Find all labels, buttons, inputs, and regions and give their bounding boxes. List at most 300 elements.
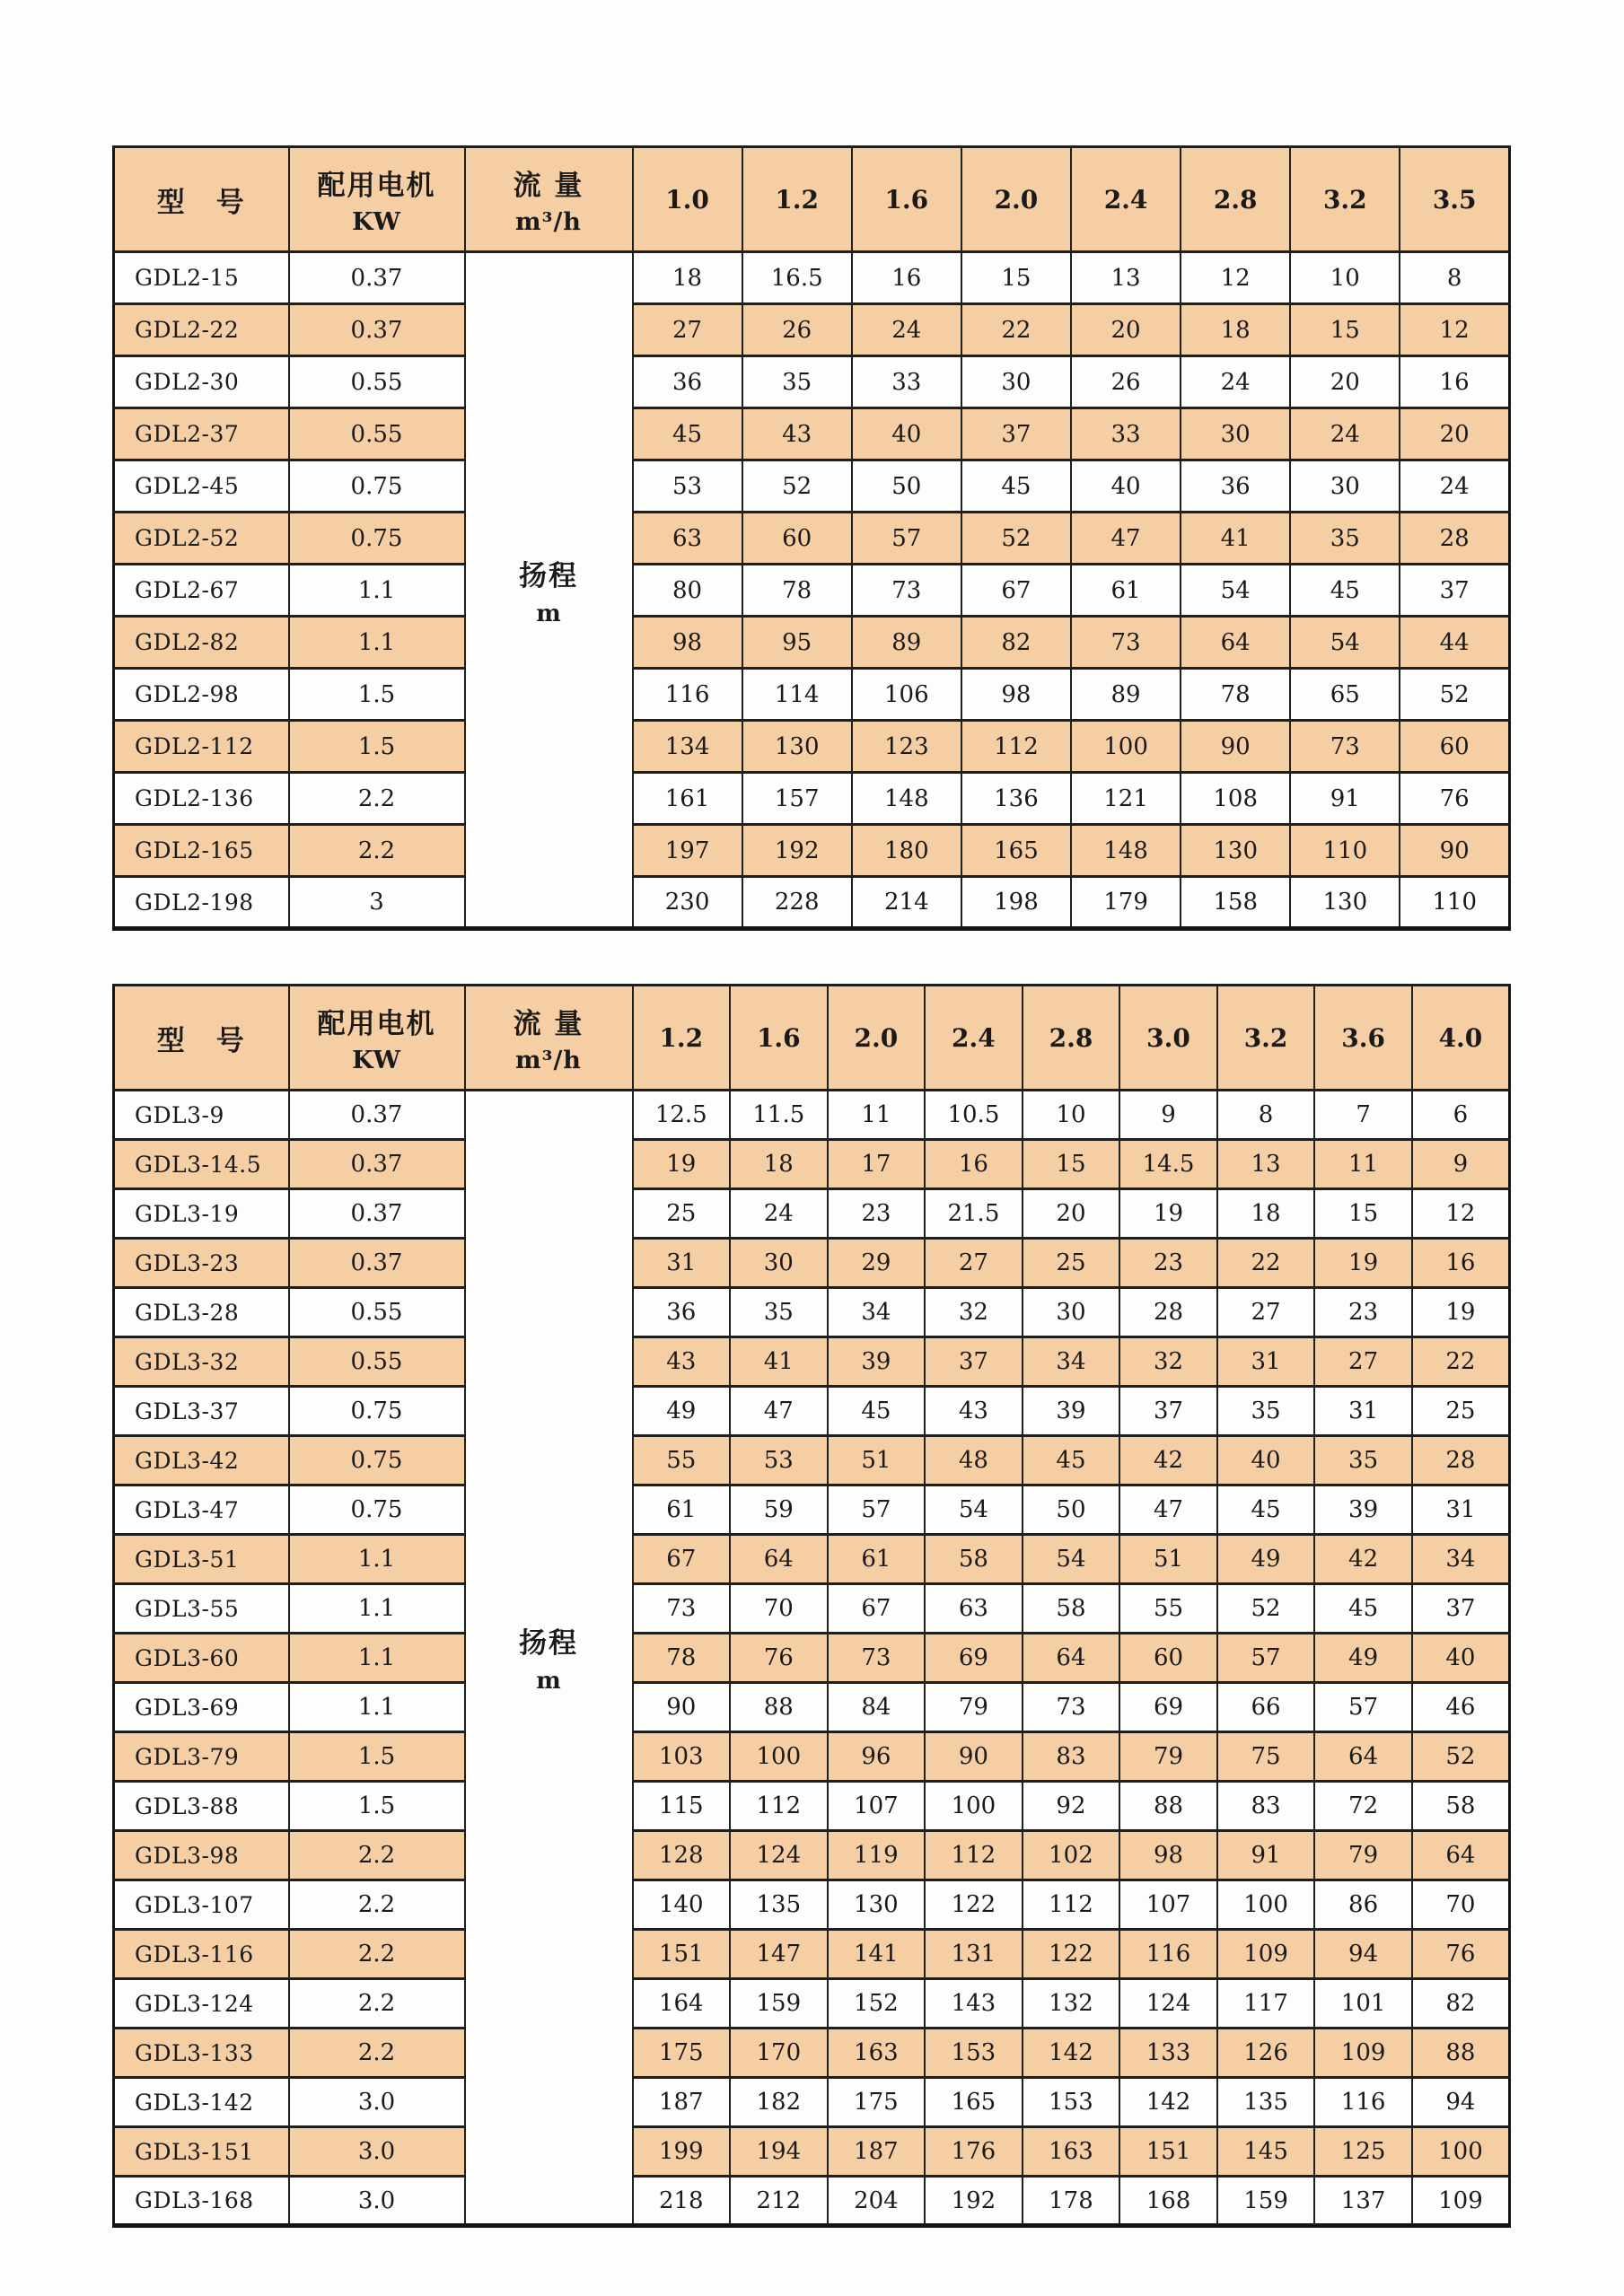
head-value-cell: 135 [1217, 2078, 1315, 2127]
head-value-cell: 159 [730, 1979, 828, 2029]
head-value-cell: 75 [1217, 1732, 1315, 1782]
model-cell: GDL3-42 [114, 1436, 289, 1485]
head-value-cell: 124 [1119, 1979, 1217, 2029]
head-value-cell: 91 [1217, 1831, 1315, 1880]
head-value-cell: 90 [633, 1683, 731, 1732]
flow-header-line1: 流 量 [513, 1008, 584, 1040]
head-value-cell: 100 [925, 1782, 1023, 1831]
head-value-cell: 116 [1119, 1930, 1217, 1979]
head-value-cell: 30 [730, 1239, 828, 1288]
model-cell: GDL2-98 [114, 669, 289, 721]
head-value-cell: 20 [1400, 408, 1509, 460]
head-value-cell: 148 [1071, 825, 1181, 877]
motor-power-column-header [289, 147, 465, 252]
head-value-cell: 20 [1290, 356, 1400, 408]
head-value-cell: 112 [961, 721, 1071, 773]
head-value-cell: 54 [1181, 565, 1290, 617]
model-cell: GDL2-165 [114, 825, 289, 877]
head-value-cell: 51 [1119, 1535, 1217, 1584]
model-cell: GDL3-19 [114, 1189, 289, 1239]
head-value-cell: 8 [1400, 252, 1509, 304]
head-value-cell: 59 [730, 1485, 828, 1535]
table-row [114, 1634, 1510, 1683]
model-cell: GDL3-60 [114, 1634, 289, 1683]
head-value-cell: 12 [1412, 1189, 1510, 1239]
head-value-cell: 46 [1412, 1683, 1510, 1732]
flow-value-header: 2.0 [961, 147, 1071, 252]
head-value-cell: 147 [730, 1930, 828, 1979]
table-row [114, 1189, 1510, 1239]
head-value-cell: 121 [1071, 773, 1181, 825]
head-value-cell: 212 [730, 2177, 828, 2226]
model-cell: GDL3-98 [114, 1831, 289, 1880]
head-value-cell: 76 [1412, 1930, 1510, 1979]
head-value-cell: 143 [925, 1979, 1023, 2029]
head-value-cell: 230 [633, 877, 742, 929]
flow-header-unit: m³/h [515, 208, 582, 236]
head-value-cell: 28 [1119, 1288, 1217, 1337]
head-label-cell [465, 252, 633, 929]
head-value-cell: 125 [1314, 2127, 1412, 2177]
model-cell: GDL3-69 [114, 1683, 289, 1732]
head-value-cell: 107 [1119, 1880, 1217, 1930]
model-cell: GDL3-37 [114, 1387, 289, 1436]
head-value-cell: 47 [1119, 1485, 1217, 1535]
head-value-cell: 31 [1412, 1485, 1510, 1535]
head-value-cell: 96 [828, 1732, 926, 1782]
head-value-cell: 163 [1023, 2127, 1120, 2177]
head-value-cell: 84 [828, 1683, 926, 1732]
model-cell: GDL2-37 [114, 408, 289, 460]
head-value-cell: 116 [633, 669, 742, 721]
head-value-cell: 49 [1314, 1634, 1412, 1683]
motor-power-cell: 1.5 [289, 721, 465, 773]
head-value-cell: 110 [1400, 877, 1509, 929]
motor-header-line1: 配用电机 [317, 170, 436, 202]
head-value-cell: 16 [925, 1140, 1023, 1189]
flow-value-header: 1.6 [852, 147, 961, 252]
head-value-cell: 130 [742, 721, 852, 773]
model-cell: GDL2-30 [114, 356, 289, 408]
model-cell: GDL2-22 [114, 304, 289, 356]
flow-rate-column-header [465, 986, 633, 1091]
head-value-cell: 47 [730, 1387, 828, 1436]
head-value-cell: 79 [925, 1683, 1023, 1732]
head-value-cell: 31 [633, 1239, 731, 1288]
table-row [114, 617, 1510, 669]
head-value-cell: 64 [1314, 1732, 1412, 1782]
head-value-cell: 9 [1119, 1091, 1217, 1140]
table-row [114, 408, 1510, 460]
head-value-cell: 198 [961, 877, 1071, 929]
table-row [114, 773, 1510, 825]
head-value-cell: 34 [1023, 1337, 1120, 1387]
head-value-cell: 57 [828, 1485, 926, 1535]
head-value-cell: 133 [1119, 2029, 1217, 2078]
head-value-cell: 25 [1023, 1239, 1120, 1288]
head-value-cell: 58 [1023, 1584, 1120, 1634]
head-value-cell: 10 [1290, 252, 1400, 304]
head-value-cell: 15 [1023, 1140, 1120, 1189]
head-value-cell: 63 [633, 513, 742, 565]
head-value-cell: 24 [730, 1189, 828, 1239]
head-value-cell: 64 [1023, 1634, 1120, 1683]
head-value-cell: 58 [925, 1535, 1023, 1584]
head-value-cell: 49 [633, 1387, 731, 1436]
head-value-cell: 15 [1314, 1189, 1412, 1239]
head-value-cell: 151 [1119, 2127, 1217, 2177]
head-value-cell: 197 [633, 825, 742, 877]
head-value-cell: 112 [730, 1782, 828, 1831]
head-value-cell: 100 [1071, 721, 1181, 773]
head-value-cell: 35 [1217, 1387, 1315, 1436]
head-value-cell: 70 [1412, 1880, 1510, 1930]
head-value-cell: 24 [852, 304, 961, 356]
head-value-cell: 31 [1217, 1337, 1315, 1387]
head-value-cell: 26 [742, 304, 852, 356]
head-value-cell: 112 [925, 1831, 1023, 1880]
head-value-cell: 12.5 [633, 1091, 731, 1140]
head-value-cell: 90 [1181, 721, 1290, 773]
head-value-cell: 65 [1290, 669, 1400, 721]
head-value-cell: 61 [633, 1485, 731, 1535]
table-row [114, 721, 1510, 773]
table-row [114, 1979, 1510, 2029]
head-value-cell: 76 [730, 1634, 828, 1683]
head-value-cell: 90 [925, 1732, 1023, 1782]
head-value-cell: 175 [828, 2078, 926, 2127]
head-value-cell: 137 [1314, 2177, 1412, 2226]
motor-power-cell: 2.2 [289, 773, 465, 825]
head-value-cell: 20 [1071, 304, 1181, 356]
head-value-cell: 45 [961, 460, 1071, 513]
model-cell: GDL3-9 [114, 1091, 289, 1140]
model-cell: GDL3-168 [114, 2177, 289, 2226]
head-value-cell: 37 [1119, 1387, 1217, 1436]
head-value-cell: 89 [852, 617, 961, 669]
head-value-cell: 107 [828, 1782, 926, 1831]
table-row [114, 1091, 1510, 1140]
head-value-cell: 115 [633, 1782, 731, 1831]
model-cell: GDL2-198 [114, 877, 289, 929]
head-value-cell: 54 [1023, 1535, 1120, 1584]
head-value-cell: 52 [742, 460, 852, 513]
motor-power-cell: 3.0 [289, 2078, 465, 2127]
motor-header-line1: 配用电机 [317, 1008, 436, 1040]
head-value-cell: 11 [1314, 1140, 1412, 1189]
head-value-cell: 76 [1400, 773, 1509, 825]
flow-rate-column-header [465, 147, 633, 252]
head-value-cell: 30 [1290, 460, 1400, 513]
head-value-cell: 192 [742, 825, 852, 877]
motor-power-cell: 2.2 [289, 1930, 465, 1979]
head-value-cell: 214 [852, 877, 961, 929]
head-value-cell: 130 [1290, 877, 1400, 929]
head-value-cell: 39 [1023, 1387, 1120, 1436]
head-value-cell: 35 [1314, 1436, 1412, 1485]
head-value-cell: 82 [961, 617, 1071, 669]
head-value-cell: 12 [1400, 304, 1509, 356]
flow-value-header: 1.6 [730, 986, 828, 1091]
table-row [114, 1880, 1510, 1930]
head-value-cell: 19 [1314, 1239, 1412, 1288]
head-value-cell: 109 [1412, 2177, 1510, 2226]
table-row [114, 1288, 1510, 1337]
head-value-cell: 157 [742, 773, 852, 825]
table-row [114, 565, 1510, 617]
head-value-cell: 52 [1412, 1732, 1510, 1782]
head-value-cell: 52 [961, 513, 1071, 565]
head-value-cell: 60 [742, 513, 852, 565]
table-row [114, 1831, 1510, 1880]
head-value-cell: 40 [1217, 1436, 1315, 1485]
head-value-cell: 103 [633, 1732, 731, 1782]
head-value-cell: 124 [730, 1831, 828, 1880]
table-row [114, 2177, 1510, 2226]
head-value-cell: 32 [1119, 1337, 1217, 1387]
model-cell: GDL2-52 [114, 513, 289, 565]
head-value-cell: 88 [730, 1683, 828, 1732]
head-value-cell: 119 [828, 1831, 926, 1880]
head-value-cell: 48 [925, 1436, 1023, 1485]
motor-power-cell: 0.37 [289, 1091, 465, 1140]
head-value-cell: 60 [1400, 721, 1509, 773]
head-value-cell: 25 [633, 1189, 731, 1239]
table-row [114, 1732, 1510, 1782]
motor-header-unit: KW [352, 1047, 401, 1074]
head-value-cell: 45 [1023, 1436, 1120, 1485]
head-value-cell: 30 [1023, 1288, 1120, 1337]
head-value-cell: 122 [1023, 1930, 1120, 1979]
head-value-cell: 78 [742, 565, 852, 617]
model-cell: GDL3-14.5 [114, 1140, 289, 1189]
head-value-cell: 94 [1314, 1930, 1412, 1979]
head-value-cell: 33 [1071, 408, 1181, 460]
motor-power-cell: 0.37 [289, 1189, 465, 1239]
head-value-cell: 23 [1314, 1288, 1412, 1337]
head-value-cell: 58 [1412, 1782, 1510, 1831]
head-value-cell: 23 [828, 1189, 926, 1239]
flow-header-unit: m³/h [515, 1047, 582, 1074]
head-value-cell: 151 [633, 1930, 731, 1979]
motor-power-cell: 0.55 [289, 1288, 465, 1337]
head-value-cell: 30 [1181, 408, 1290, 460]
flow-value-header: 4.0 [1412, 986, 1510, 1091]
head-value-cell: 152 [828, 1979, 926, 2029]
head-value-cell: 27 [633, 304, 742, 356]
head-value-cell: 64 [1181, 617, 1290, 669]
head-value-cell: 19 [1412, 1288, 1510, 1337]
head-value-cell: 192 [925, 2177, 1023, 2226]
head-label-text: 扬程 [519, 1627, 578, 1660]
head-value-cell: 98 [961, 669, 1071, 721]
head-value-cell: 16 [1400, 356, 1509, 408]
flow-value-header: 1.2 [742, 147, 852, 252]
head-value-cell: 179 [1071, 877, 1181, 929]
head-value-cell: 78 [633, 1634, 731, 1683]
motor-power-cell: 1.1 [289, 565, 465, 617]
head-value-cell: 10 [1023, 1091, 1120, 1140]
head-value-cell: 31 [1314, 1387, 1412, 1436]
flow-value-header: 3.5 [1400, 147, 1509, 252]
head-value-cell: 92 [1023, 1782, 1120, 1831]
head-value-cell: 15 [1290, 304, 1400, 356]
head-value-cell: 100 [730, 1732, 828, 1782]
head-value-cell: 11.5 [730, 1091, 828, 1140]
head-value-cell: 161 [633, 773, 742, 825]
head-value-cell: 25 [1412, 1387, 1510, 1436]
head-value-cell: 44 [1400, 617, 1509, 669]
table-row [114, 1782, 1510, 1831]
head-value-cell: 16 [852, 252, 961, 304]
head-value-cell: 60 [1119, 1634, 1217, 1683]
head-label-cell [465, 1091, 633, 2226]
table-row [114, 2127, 1510, 2177]
head-value-cell: 55 [633, 1436, 731, 1485]
head-value-cell: 52 [1400, 669, 1509, 721]
model-cell: GDL3-28 [114, 1288, 289, 1337]
head-value-cell: 39 [1314, 1485, 1412, 1535]
head-label-unit: m [536, 1668, 561, 1695]
head-value-cell: 27 [1314, 1337, 1412, 1387]
head-value-cell: 130 [828, 1880, 926, 1930]
head-label-text: 扬程 [519, 559, 578, 592]
head-value-cell: 83 [1023, 1732, 1120, 1782]
head-value-cell: 41 [1181, 513, 1290, 565]
head-value-cell: 32 [925, 1288, 1023, 1337]
table-row [114, 1140, 1510, 1189]
motor-power-column-header [289, 986, 465, 1091]
head-value-cell: 69 [925, 1634, 1023, 1683]
head-value-cell: 228 [742, 877, 852, 929]
head-value-cell: 102 [1023, 1831, 1120, 1880]
motor-power-cell: 1.1 [289, 1683, 465, 1732]
head-value-cell: 135 [730, 1880, 828, 1930]
table-row [114, 1436, 1510, 1485]
head-value-cell: 153 [1023, 2078, 1120, 2127]
head-value-cell: 117 [1217, 1979, 1315, 2029]
head-value-cell: 83 [1217, 1782, 1315, 1831]
head-value-cell: 45 [828, 1387, 926, 1436]
head-value-cell: 30 [961, 356, 1071, 408]
head-value-cell: 130 [1181, 825, 1290, 877]
table-row [114, 1683, 1510, 1732]
flow-value-header: 3.2 [1290, 147, 1400, 252]
head-value-cell: 6 [1412, 1091, 1510, 1140]
flow-value-header: 3.2 [1217, 986, 1315, 1091]
head-value-cell: 36 [1181, 460, 1290, 513]
model-cell: GDL3-79 [114, 1732, 289, 1782]
flow-value-header: 1.0 [633, 147, 742, 252]
flow-value-header: 1.2 [633, 986, 731, 1091]
table-row [114, 2078, 1510, 2127]
head-value-cell: 72 [1314, 1782, 1412, 1831]
table-row [114, 1239, 1510, 1288]
head-value-cell: 42 [1119, 1436, 1217, 1485]
head-value-cell: 7 [1314, 1091, 1412, 1140]
head-value-cell: 57 [1217, 1634, 1315, 1683]
head-value-cell: 70 [730, 1584, 828, 1634]
head-value-cell: 73 [633, 1584, 731, 1634]
header-row [114, 986, 1510, 1091]
table-row [114, 1584, 1510, 1634]
flow-value-header: 3.0 [1119, 986, 1217, 1091]
model-cell: GDL3-107 [114, 1880, 289, 1930]
head-value-cell: 33 [852, 356, 961, 408]
motor-power-cell: 3.0 [289, 2127, 465, 2177]
table-row [114, 669, 1510, 721]
head-value-cell: 27 [925, 1239, 1023, 1288]
head-value-cell: 50 [852, 460, 961, 513]
motor-power-cell: 1.1 [289, 1535, 465, 1584]
head-value-cell: 40 [852, 408, 961, 460]
head-value-cell: 45 [1314, 1584, 1412, 1634]
head-value-cell: 45 [1290, 565, 1400, 617]
head-value-cell: 15 [961, 252, 1071, 304]
head-value-cell: 194 [730, 2127, 828, 2177]
head-value-cell: 55 [1119, 1584, 1217, 1634]
head-value-cell: 64 [1412, 1831, 1510, 1880]
head-value-cell: 37 [925, 1337, 1023, 1387]
table-row [114, 2029, 1510, 2078]
head-value-cell: 73 [1290, 721, 1400, 773]
model-cell: GDL2-136 [114, 773, 289, 825]
motor-power-cell: 1.5 [289, 1782, 465, 1831]
head-value-cell: 67 [633, 1535, 731, 1584]
motor-power-cell: 0.55 [289, 1337, 465, 1387]
head-value-cell: 73 [852, 565, 961, 617]
motor-power-cell: 0.37 [289, 252, 465, 304]
model-cell: GDL2-67 [114, 565, 289, 617]
table-row [114, 1535, 1510, 1584]
head-value-cell: 51 [828, 1436, 926, 1485]
head-value-cell: 88 [1119, 1782, 1217, 1831]
head-value-cell: 13 [1217, 1140, 1315, 1189]
head-value-cell: 164 [633, 1979, 731, 2029]
motor-power-cell: 1.1 [289, 1584, 465, 1634]
head-value-cell: 9 [1412, 1140, 1510, 1189]
head-value-cell: 142 [1119, 2078, 1217, 2127]
head-value-cell: 78 [1181, 669, 1290, 721]
head-value-cell: 52 [1217, 1584, 1315, 1634]
head-value-cell: 116 [1314, 2078, 1412, 2127]
model-cell: GDL2-45 [114, 460, 289, 513]
head-value-cell: 57 [1314, 1683, 1412, 1732]
head-value-cell: 45 [633, 408, 742, 460]
head-value-cell: 187 [633, 2078, 731, 2127]
head-value-cell: 73 [1071, 617, 1181, 669]
head-value-cell: 28 [1400, 513, 1509, 565]
head-value-cell: 24 [1400, 460, 1509, 513]
motor-power-cell: 2.2 [289, 1831, 465, 1880]
head-value-cell: 98 [1119, 1831, 1217, 1880]
head-value-cell: 13 [1071, 252, 1181, 304]
flow-value-header: 3.6 [1314, 986, 1412, 1091]
head-value-cell: 54 [1290, 617, 1400, 669]
head-value-cell: 41 [730, 1337, 828, 1387]
model-cell: GDL3-133 [114, 2029, 289, 2078]
model-column-header: 型 号 [114, 147, 289, 252]
model-cell: GDL2-82 [114, 617, 289, 669]
head-value-cell: 12 [1181, 252, 1290, 304]
head-value-cell: 153 [925, 2029, 1023, 2078]
head-value-cell: 67 [828, 1584, 926, 1634]
head-value-cell: 67 [961, 565, 1071, 617]
head-value-cell: 142 [1023, 2029, 1120, 2078]
motor-power-cell: 0.75 [289, 460, 465, 513]
head-value-cell: 27 [1217, 1288, 1315, 1337]
head-value-cell: 95 [742, 617, 852, 669]
